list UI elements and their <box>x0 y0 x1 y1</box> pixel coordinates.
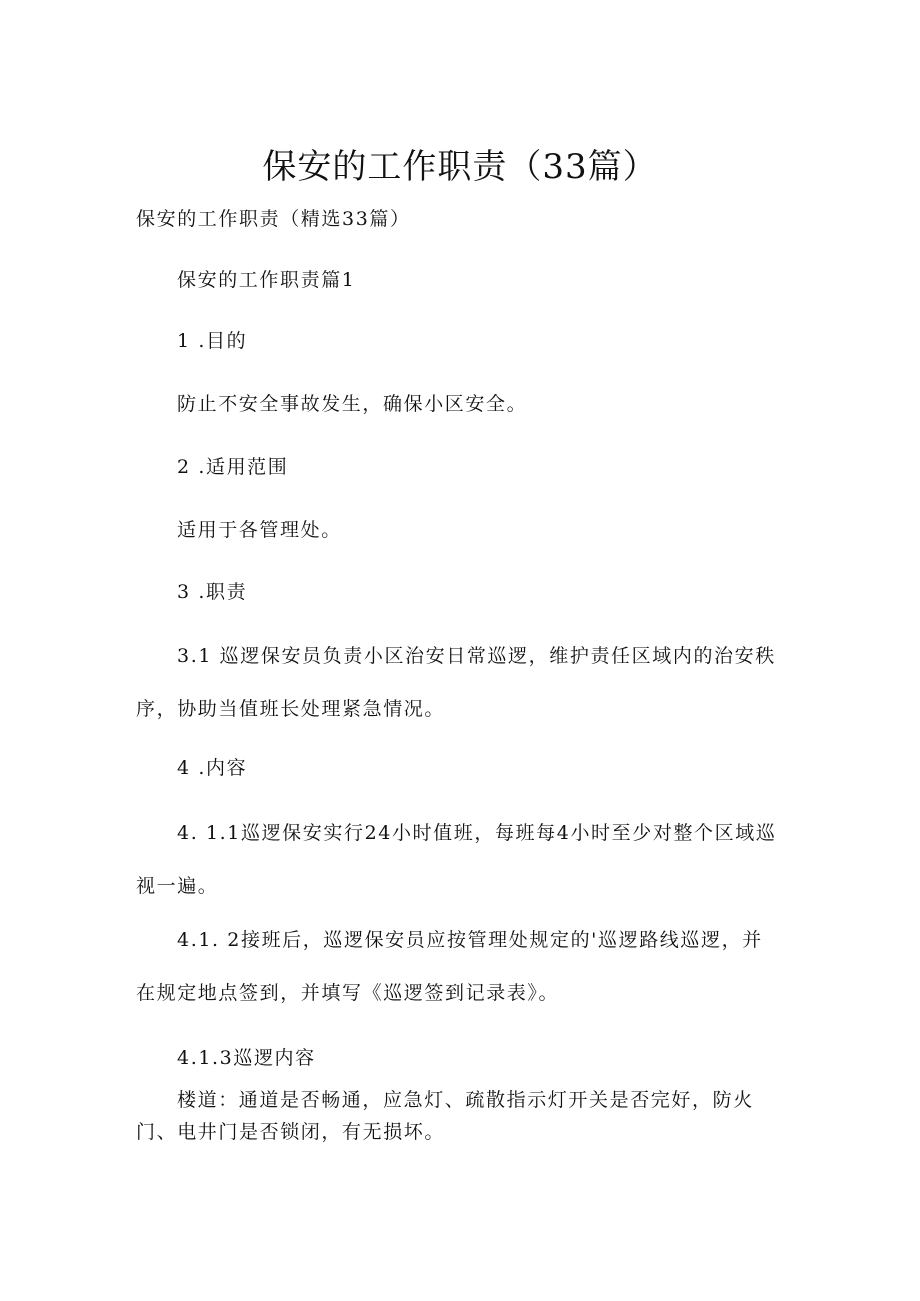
section-heading: 保安的工作职责篇1 <box>177 269 356 291</box>
item3-heading: 3 .职责 <box>177 581 248 603</box>
document-subtitle: 保安的工作职责（精选33篇） <box>136 208 411 230</box>
item4-1-2-paragraph: 4.1. 2接班后，巡逻保安员应按管理处规定的'巡逻路线巡逻，并在规定地点签到，并填写《巡逻签到记录表》。 <box>136 929 763 1004</box>
item1-heading: 1 .目的 <box>177 330 248 352</box>
item4-1-3-paragraph: 楼道：通道是否畅通，应急灯、疏散指示灯开关是否完好，防火门、电井门是否锁闭，有无损坏。 <box>136 1089 754 1143</box>
item3-1-paragraph: 3.1 巡逻保安员负责小区治安日常巡逻，维护责任区域内的治安秩序，协助当值班长处理紧急情况。 <box>136 645 776 720</box>
item1-text: 防止不安全事故发生，确保小区安全。 <box>177 393 528 415</box>
document-title: 保安的工作职责（33篇） <box>262 147 658 187</box>
item4-1-1-paragraph: 4. 1.1巡逻保安实行24小时值班，每班每4小时至少对整个区域巡视一遍。 <box>136 822 777 897</box>
item4-1-3-heading: 4.1.3巡逻内容 <box>177 1047 316 1069</box>
item2-heading: 2 .适用范围 <box>177 456 289 478</box>
item4-heading: 4 .内容 <box>177 757 248 779</box>
item2-text: 适用于各管理处。 <box>177 519 342 541</box>
